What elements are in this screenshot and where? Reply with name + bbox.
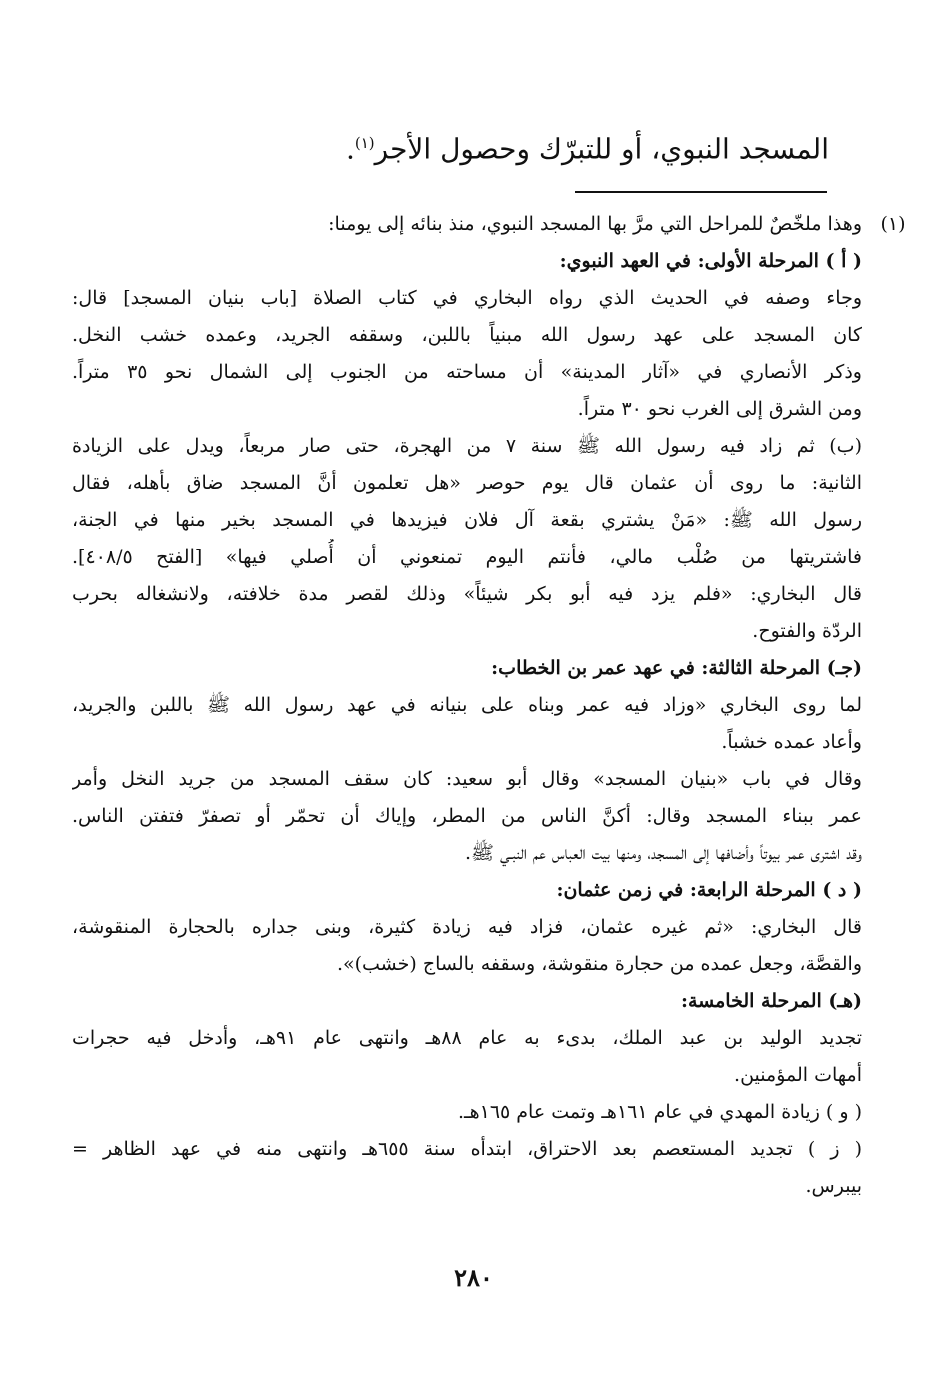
main-text-end: . — [345, 132, 355, 166]
footnote-line: الثانية: ما روى أن عثمان قال يوم حوصر «هل تعلمون أنَّ المسجد ضاق بأهله، فقال — [72, 472, 862, 494]
footnote-line: وأعاد عمده خشباً. — [721, 731, 862, 753]
section-heading: (هـ) المرحلة الخامسة: — [680, 990, 862, 1012]
footnote-line: لما روى البخاري «وزاد فيه عمر وبناه على بنيانه في عهد رسول الله ﷺ باللبن والجريد، — [72, 694, 862, 716]
section-heading: ( أ ) المرحلة الأولى: في العهد النبوي: — [559, 250, 862, 272]
footnote-line: وقال في باب «بنيان المسجد» وقال أبو سعيد: كان سقف المسجد من جريد النخل وأمر — [72, 768, 862, 790]
footnote-line: ومن الشرق إلى الغرب نحو ٣٠ متراً. — [577, 398, 862, 420]
footnote-line: قال البخاري: «ثم غيره عثمان، فزاد فيه زيادة كثيرة، وبنى جداره بالحجارة المنقوشة، — [72, 916, 862, 938]
section-heading: (جـ) المرحلة الثالثة: في عهد عمر بن الخطاب: — [491, 657, 862, 679]
footnote-line: فاشتريتها من صُلْب مالي، فأنتم اليوم تمنعوني أن أُصلي فيها» [الفتح ٤٠٨/٥]. — [72, 546, 862, 568]
footnote-line: ( و ) زيادة المهدي في عام ١٦١هـ وتمت عام ١٦٥هـ. — [457, 1101, 862, 1123]
footnote-line: أمهات المؤمنين. — [734, 1064, 862, 1086]
main-text-line — [129, 118, 829, 174]
footnote-line: كان المسجد على عهد رسول الله مبنياً باللبن، وسقفه الجريد، وعمده خشب النخل. — [72, 324, 862, 346]
footnote-line: رسول الله ﷺ: «مَنْ يشتري بقعة آل فلان فيزيدها في المسجد بخير منها في الجنة، — [72, 509, 862, 531]
main-text: المسجد النبوي، أو للتبرّك وحصول الأجر — [374, 132, 829, 166]
section-heading: ( د ) المرحلة الرابعة: في زمن عثمان: — [556, 879, 862, 901]
page-number: ٢٨٠ — [454, 1263, 493, 1292]
footnote-line: والقصَّة، وجعل عمده من حجارة منقوشة، وسقفه بالساج (خشب)». — [336, 953, 862, 975]
footnote-line: ( ز ) تجديد المستعصم بعد الاحتراق، ابتدأه سنة ٦٥٥هـ وانتهى منه في عهد الظاهر = — [72, 1138, 862, 1160]
footnote-line: وذكر الأنصاري في «آثار المدينة» أن مساحته من الجنوب إلى الشمال نحو ٣٥ متراً. — [72, 361, 862, 383]
footnote-line: عمر ببناء المسجد وقال: أكنَّ الناس من المطر، وإياك أن تحمّر أو تصفرّ فتفتن الناس. — [72, 805, 862, 827]
footnote-line: (ب) ثم زاد فيه رسول الله ﷺ سنة ٧ من الهجرة، حتى صار مربعاً، ويدل على الزيادة — [72, 435, 862, 457]
footnote-line: تجديد الوليد بن عبد الملك، بدىء به عام ٨٨هـ وانتهى عام ٩١هـ، وأدخل فيه حجرات — [72, 1027, 862, 1049]
footnote-line: بيبرس. — [805, 1175, 862, 1197]
footnote-number: (١) — [880, 213, 906, 235]
footnote-line: قال البخاري: «فلم يزد فيه أبو بكر شيئاً» وذلك لقصر مدة خلافته، ولانشغاله بحرب — [72, 583, 862, 605]
footnote-line: وقد اشترى عمر بيوتاً وأضافها إلى المسجد، ومنها بيت العباس عم النبـي ﷺ. — [464, 842, 862, 864]
footnote-line: وهذا ملخّصٌ للمراحل التي مرَّ بها المسجد النبوي، منذ بنائه إلى يومنا: — [328, 213, 862, 235]
footnote — [72, 206, 906, 1205]
footnote-separator — [575, 191, 827, 193]
footnote-reference: (١) — [354, 134, 375, 152]
footnote-line: الردّة والفتوح. — [752, 620, 862, 642]
footnote-line: وجاء وصفه في الحديث الذي رواه البخاري في كتاب الصلاة [باب بنيان المسجد] قال: — [72, 287, 862, 309]
footnote-lines — [72, 206, 862, 1205]
